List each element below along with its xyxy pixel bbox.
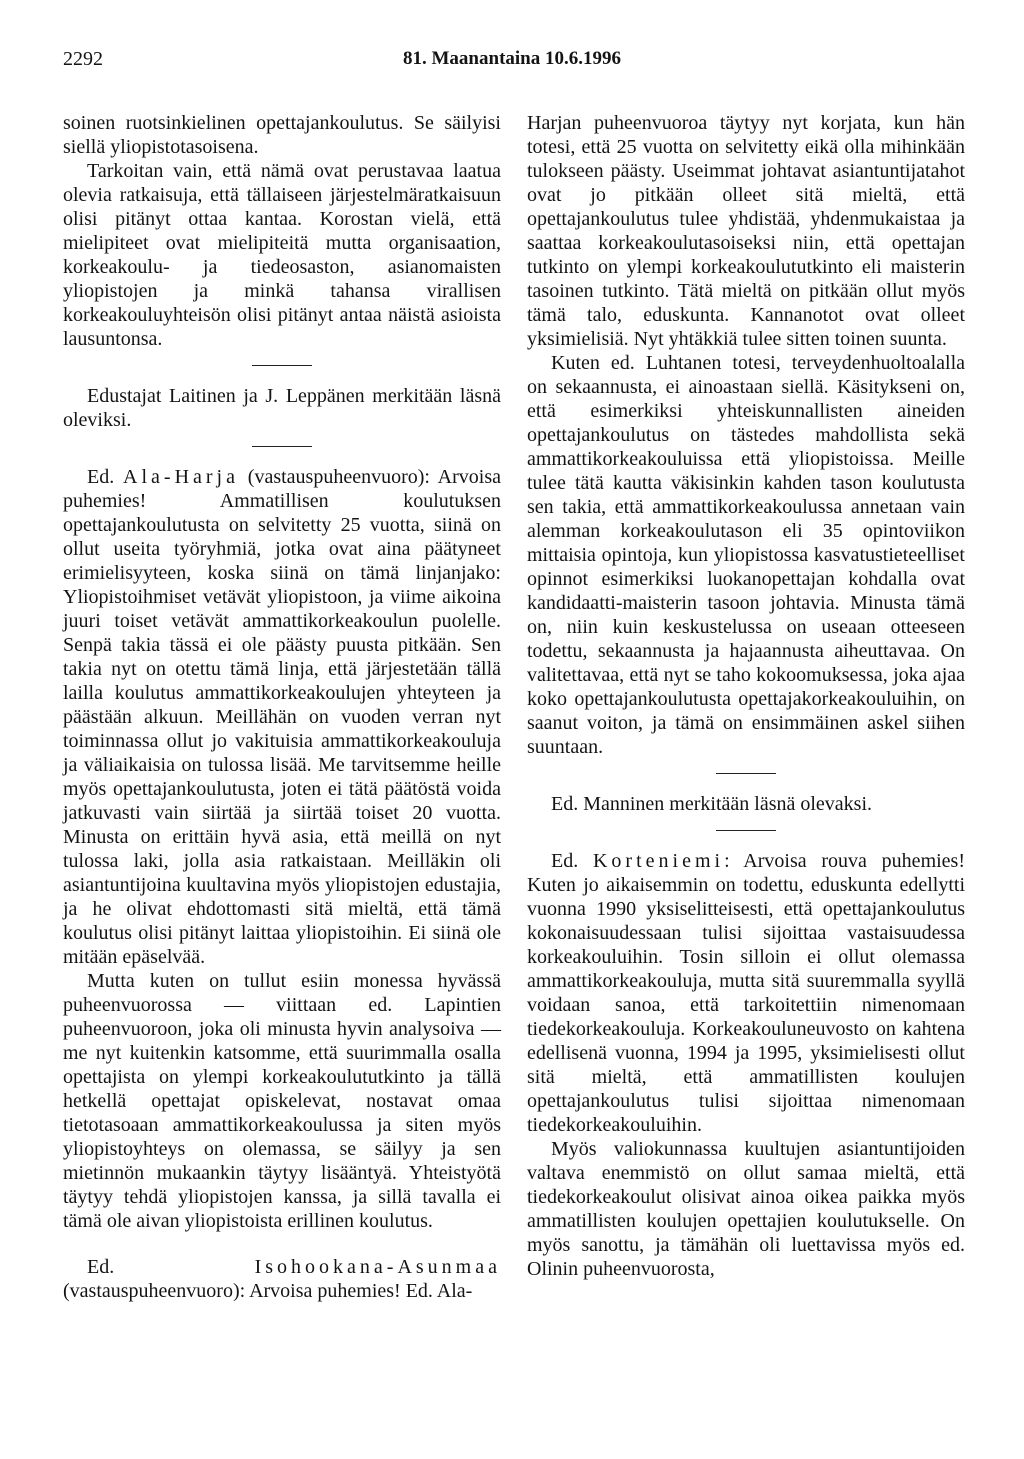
speech-paragraph — [63, 1255, 501, 1303]
page-header — [0, 47, 1024, 73]
speaker-prefix: Ed. — [551, 850, 579, 872]
paragraph: Myös valiokunnassa kuultujen asiantuntijoiden valtava enemmistö on ollut samaa mieltä, että tiedekorkeakoulut olisivat ainoa oikea paikka myös ammatillisten koulujen opettajien koulutukselle. On myös sanottu, ja tämähän oli luettavissa myös ed. Olinin puheenvuorosta, — [527, 1138, 965, 1280]
running-head: 81. Maanantaina 10.6.1996 — [403, 48, 621, 69]
page-number: 2292 — [63, 48, 103, 70]
speaker-prefix: Ed. — [87, 1256, 115, 1278]
attendance-note: Edustajat Laitinen ja J. Leppänen merkitään läsnä oleviksi. — [63, 385, 501, 431]
paragraph: soinen ruotsinkielinen opettajankoulutus. Se säilyisi siellä yliopistotasoisena. — [63, 112, 501, 158]
speaker-name: Korteniemi — [592, 850, 725, 872]
speech-text: (vastauspuheenvuoro): Arvoisa puhemies! Ammatillisen koulutuksen opettajankoulutusta on selvitetty 25 vuotta, siinä on ollut useita työryhmiä, jotka ovat aina päätyneet erimielisyyteen, koska siinä on tämä linjanjako: Yliopistoihmiset vetävät yliopistoon, ja viime aikoina juuri toiset vetävät ammattikorkeakoulun puolelle. Senpä takia tässä ei ole päästy puusta pitkään. Sen takia nyt on otettu tämä linja, että järjestetään tällä lailla koulutus ammattikorkeakoulujen yhteyteen ja päästään alkuun. Meillähän on vuoden verran nyt toiminnassa ollut jo vakituisia ammattikorkeakouluja ja väliaikaisia on tulossa lisää. Me tarvitsemme heille myös opettajankoulutusta, joten ei tätä päätöstä voida jatkuvasti vain siirtää ja siirtää toiset 20 vuotta. Minusta on erittäin hyvä asia, että meillä on nyt tulossa laki, jolla asia ratkaistaan. Meilläkin oli asiantuntijoina kuultavina myös yliopistojen edustajia, ja he olivat ehdottomasti sitä mieltä, että tämä koulutus olisi pitänyt laittaa yliopistoihin. Ei siinä ole mitään epäselvää. — [63, 466, 501, 968]
right-column — [527, 111, 965, 1281]
speaker-name: Isohookana-Asunmaa — [254, 1256, 501, 1278]
speaker-prefix: Ed. — [87, 466, 115, 488]
paragraph: Tarkoitan vain, että nämä ovat perustavaa laatua olevia ratkaisuja, että tällaiseen järjestelmäratkaisuun olisi pitänyt ottaa kantaa. Korostan vielä, että mielipiteet ovat mielipiteitä mutta organisaation, korkeakoulu- ja tiedeosaston, asianomaisten yliopistojen ja minkä tahansa virallisen korkeakouluyhteisön olisi pitänyt antaa näistä asioista lausuntonsa. — [63, 160, 501, 350]
speech-paragraph — [63, 465, 501, 969]
speech-text: : Arvoisa rouva puhemies! Kuten jo aikaisemmin on todettu, eduskunta edellytti vuonna 1990 yksiselitteisesti, että opettajankoulutus kokonaisuudessaan tulisi sijoittaa vastaisuudessa korkeakouluihin. Tosin silloin ei ollut olemassa ammattikorkeakouluja, mutta sitä suuremmalla syyllä voidaan sanoa, että tarkoitettiin nimenomaan tiedekorkeakouluja. Korkeakouluneuvosto on kahtena edellisenä vuonna, 1994 ja 1995, yksimielisesti ollut sitä mieltä, että ammatillisten koulujen opettajankoulutus tulisi sijoittaa nimenomaan tiedekorkeakouluihin. — [527, 850, 965, 1136]
section-divider — [252, 446, 312, 447]
paragraph: Mutta kuten on tullut esiin monessa hyvässä puheenvuorossa — viittaan ed. Lapintien puheenvuoroon, joka oli minusta hyvin analysoiva — me nyt kuitenkin katsomme, että suurimmalla osalla opettajista on ylempi korkeakoulututkinto ja tällä hetkellä opettajat opiskelevat, nostavat omaa tietotasoaan ammattikorkeakoulussa ja siten myös yliopistoyhteys on olemassa, se säilyy ja sen mietinnön mukaankin täytyy lisääntyä. Yhteistyötä täytyy tehdä yliopistojen kanssa, ja sillä tavalla ei tämä ole aivan yliopistoista erillinen koulutus. — [63, 970, 501, 1232]
speech-paragraph — [527, 849, 965, 1137]
left-column — [63, 111, 501, 1303]
paragraph: Harjan puheenvuoroa täytyy nyt korjata, kun hän totesi, että 25 vuotta on selvitetty eikä olla mihinkään tulokseen päästy. Useimmat johtavat asiantuntijatahot ovat jo pitkään olleet sitä mieltä, että opettajankoulutus tulee yhdistää, yhdenmukaistaa ja saattaa korkeakoulutasoiseksi niin, että opettajan tutkinto on ylempi korkeakoulututkinto eli maisterin tasoinen tutkinto. Tätä mieltä on pitkään ollut myös tämä talo, eduskunta. Kannanotot ovat olleet yksimielisiä. Nyt yhtäkkiä tulee sitten toinen suunta. — [527, 112, 965, 350]
attendance-note: Ed. Manninen merkitään läsnä olevaksi. — [551, 793, 873, 815]
section-divider — [716, 830, 776, 831]
section-divider — [252, 365, 312, 366]
speaker-name: Ala-Harja — [123, 466, 239, 488]
speech-text: (vastauspuheenvuoro): Arvoisa puhemies! Ed. Ala- — [63, 1280, 473, 1302]
paragraph: Kuten ed. Luhtanen totesi, terveydenhuoltoalalla on sekaannusta, ei ainoastaan siellä. Käsitykseni on, että esimerkiksi yhteiskunnallisten aineiden opettajankoulutus on tästedes mahdollista sekä ammattikorkeakouluissa että yliopistoissa. Meille tulee tätä kautta väkisinkin kahden tason koulutusta sen takia, että ammattikorkeakoulussa annetaan vain alemman korkeakoulutason eli 35 opintoviikon mittaisia opintoja, kun yliopistossa kasvatustieteelliset opinnot esimerkiksi luokanopettajan kohdalla ovat kandidaatti-maisterin tasoon johtavia. Minusta tämä on, niin kuin keskustelussa on useaan otteeseen todettu, sekaannusta ja hajaannusta aiheuttavaa. On valitettavaa, että nyt se taho kokoomuksessa, joka ajaa koko opettajankoulutusta opettajakorkeakouluihin, on saanut voiton, ja tämä on ensimmäinen askel siihen suuntaan. — [527, 352, 965, 758]
section-divider — [716, 773, 776, 774]
